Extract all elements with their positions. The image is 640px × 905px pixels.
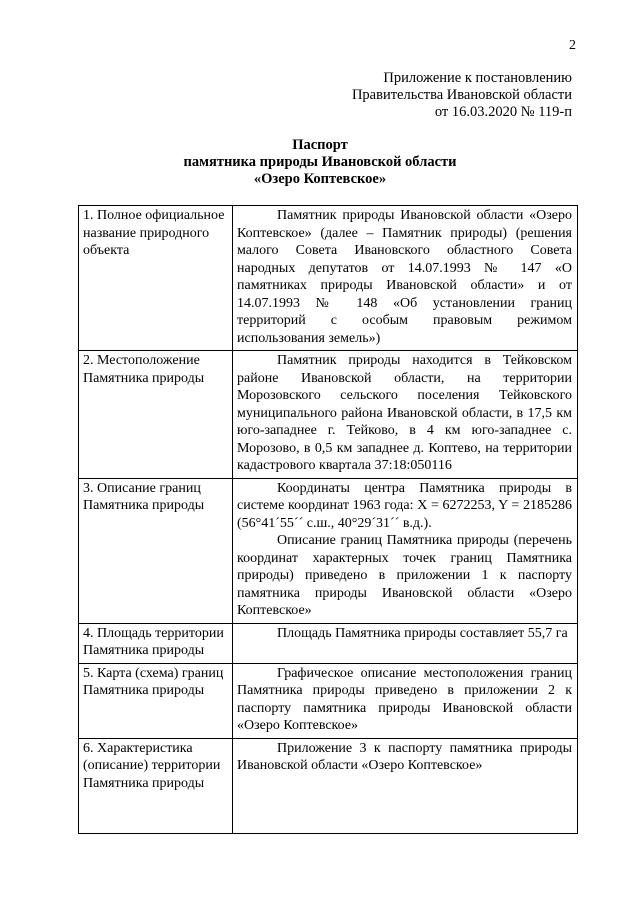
row-paragraph: Памятник природы находится в Тейковском районе Ивановской области, на территории Морозовского сельского поселения Тейковского муниципального района Ивановской области, в 17,5 км юго-западнее г. Тейково, в 4 км юго-западнее с. Морозово, в 0,5 км западнее д. Коптево, на территории кадастрового квартала 37:18:050116 (237, 353, 572, 473)
row-label: 3. Описание границ Памятника природы (79, 478, 233, 623)
row-label: 2. Местоположение Памятника природы (79, 351, 233, 479)
table-row (79, 351, 578, 479)
row-content (233, 663, 578, 738)
row-paragraph: Координаты центра Памятника природы в системе координат 1963 года: X = 6272253, Y = 2185286 (56°41´55´´ с.ш., 40°29´31´´ в.д.). (237, 480, 572, 531)
table-row (79, 478, 578, 623)
page-number: 2 (569, 38, 576, 53)
appendix-line: от 16.03.2020 № 119-п (434, 104, 572, 120)
row-content (233, 478, 578, 623)
row-paragraph: Приложение 3 к паспорту памятника природы Ивановской области «Озеро Коптевское» (237, 740, 572, 773)
row-label: 5. Карта (схема) границ Памятника природы (79, 663, 233, 738)
title-line: памятника природы Ивановской области (183, 154, 457, 170)
row-label: 4. Площадь территории Памятника природы (79, 623, 233, 663)
row-content (233, 738, 578, 833)
row-paragraph: Графическое описание местоположения границ Памятника природы приведено в приложении 2 к паспорту памятника природы Ивановской области «Озеро Коптевское» (237, 665, 572, 733)
row-paragraph: Описание границ Памятника природы (перечень координат характерных точек границ Памятника природы) приведено в приложении 1 к паспорту памятника природы Ивановской области «Озеро Коптевское» (237, 533, 572, 618)
row-content (233, 351, 578, 479)
row-paragraph: Площадь Памятника природы составляет 55,7 га (277, 625, 568, 641)
row-paragraph: Памятник природы Ивановской области «Озеро Коптевское» (далее – Памятник природы) (решения малого Совета Ивановского областного Совета народных депутатов от 14.07.1993 № 147 «О памятниках природы Ивановской области» и от 14.07.1993 № 148 «Об установлении границ территорий с особым правовым режимом использования земель») (237, 208, 572, 346)
title-line: Паспорт (292, 137, 348, 153)
table-row (79, 738, 578, 833)
table-row (79, 206, 578, 351)
row-label: 1. Полное официальное название природного объекта (79, 206, 233, 351)
row-content (233, 623, 578, 663)
title-line: «Озеро Коптевское» (253, 171, 387, 187)
appendix-line: Правительства Ивановской области (351, 87, 572, 103)
table-row (79, 663, 578, 738)
appendix-header (352, 70, 572, 121)
table-row (79, 623, 578, 663)
row-label: 6. Характеристика (описание) территории Памятника природы (79, 738, 233, 833)
document-title (0, 137, 640, 188)
appendix-line: Приложение к постановлению (383, 70, 572, 86)
passport-table (78, 205, 578, 834)
row-content (233, 206, 578, 351)
